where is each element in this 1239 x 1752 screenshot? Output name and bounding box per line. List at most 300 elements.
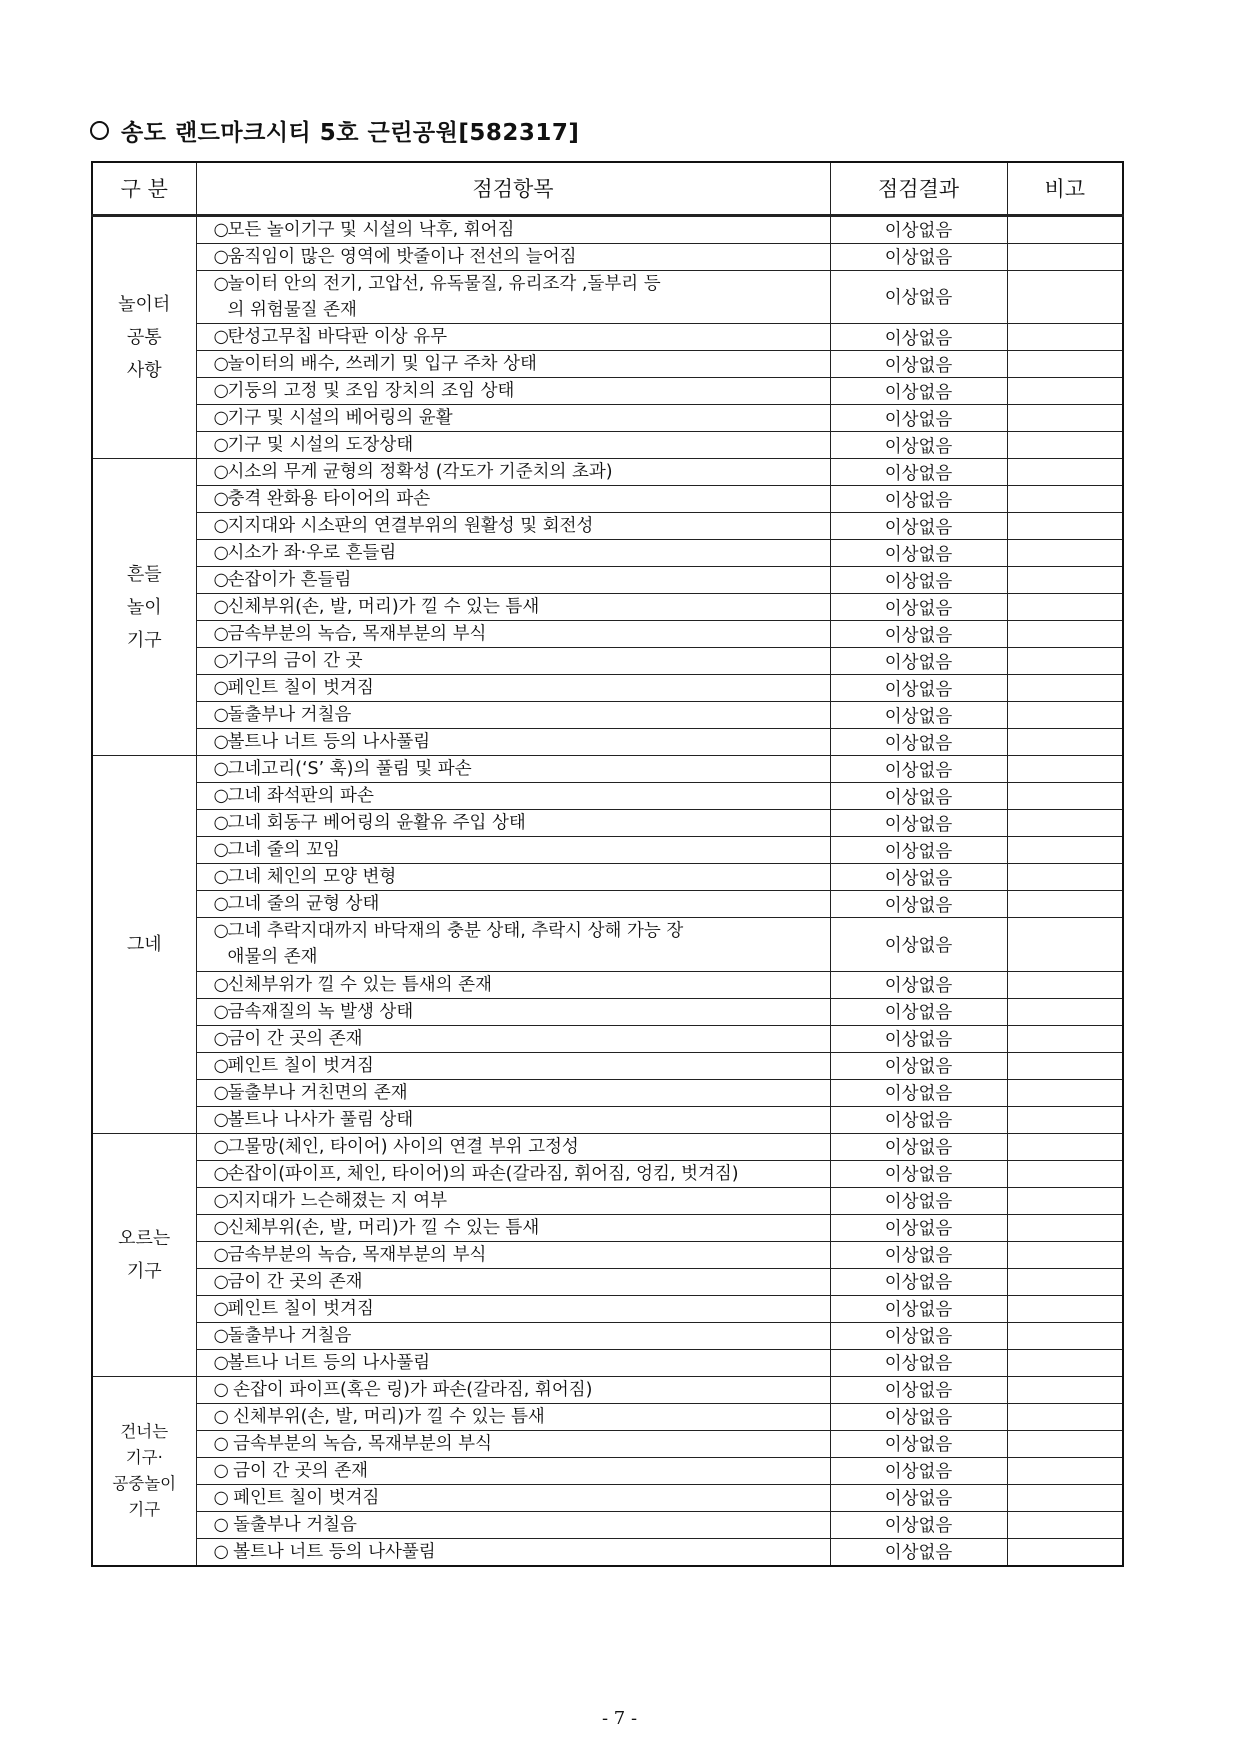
result-cell: 이상없음 [830, 1349, 1007, 1376]
item-bullet: ○ [213, 786, 229, 807]
check-item-cell [196, 1484, 830, 1511]
category-line: 기구 [128, 1499, 161, 1519]
inspection-table [91, 161, 1124, 1567]
result-cell: 이상없음 [830, 378, 1007, 405]
item-bullet: ○ [213, 1325, 229, 1346]
header-result: 점검결과 [830, 162, 1007, 215]
item-bullet: ○ [213, 489, 229, 510]
note-cell [1007, 648, 1123, 675]
item-text: 손잡이(파이프, 체인, 타이어)의 파손(갈라짐, 휘어짐, 엉킴, 벗겨짐) [227, 1163, 739, 1184]
item-text: 볼트나 너트 등의 나사풀림 [227, 732, 431, 753]
note-cell [1007, 1052, 1123, 1079]
table-row [92, 648, 1123, 675]
category-line: 기구 [126, 1260, 162, 1282]
note-cell [1007, 810, 1123, 837]
table-row [92, 756, 1123, 783]
result-cell: 이상없음 [830, 648, 1007, 675]
item-text: 금속부분의 녹슴, 목재부분의 부식 [227, 624, 487, 645]
check-item-cell [196, 1106, 830, 1133]
note-cell [1007, 243, 1123, 270]
table-row [92, 783, 1123, 810]
item-text: 페인트 칠이 벗겨짐 [227, 678, 374, 699]
item-bullet: ○ [213, 273, 229, 294]
result-cell: 이상없음 [830, 1295, 1007, 1322]
check-item-cell [196, 998, 830, 1025]
item-bullet: ○ [213, 1109, 229, 1130]
note-cell [1007, 837, 1123, 864]
item-text: 그네고리(‘S’ 훅)의 풀림 및 파손 [227, 759, 472, 780]
table-row [92, 729, 1123, 756]
item-bullet: ○ [213, 1271, 229, 1292]
item-bullet: ○ [213, 813, 229, 834]
item-text: 그네 줄의 꼬임 [227, 840, 341, 861]
table-row [92, 1214, 1123, 1241]
item-bullet: ○ [213, 732, 229, 753]
result-cell: 이상없음 [830, 810, 1007, 837]
item-bullet: ○ [213, 1298, 229, 1319]
note-cell [1007, 270, 1123, 324]
table-row [92, 1322, 1123, 1349]
table-row [92, 1349, 1123, 1376]
table-row [92, 1052, 1123, 1079]
item-bullet: ○ [213, 435, 229, 456]
result-cell: 이상없음 [830, 702, 1007, 729]
item-bullet: ○ [213, 867, 229, 888]
category-line: 사항 [126, 359, 162, 381]
check-item-cell [196, 783, 830, 810]
item-text: 모든 놀이기구 및 시설의 낙후, 휘어짐 [227, 219, 515, 240]
check-item-cell [196, 837, 830, 864]
table-row [92, 486, 1123, 513]
check-item-cell [196, 1511, 830, 1538]
category-line: 공중놀이 [112, 1473, 177, 1493]
category-line: 공통 [126, 326, 162, 348]
check-item-cell [196, 648, 830, 675]
check-item-cell [196, 1268, 830, 1295]
result-cell: 이상없음 [830, 1052, 1007, 1079]
item-text: 그네 체인의 모양 변형 [227, 867, 397, 888]
result-cell: 이상없음 [830, 215, 1007, 243]
category-line: 놀이 [126, 596, 162, 618]
result-cell: 이상없음 [830, 486, 1007, 513]
item-bullet: ○ [213, 974, 229, 995]
table-row [92, 702, 1123, 729]
check-item-cell [196, 594, 830, 621]
check-item-cell [196, 1538, 830, 1566]
item-bullet: ○ [213, 1433, 229, 1454]
table-row [92, 1025, 1123, 1052]
check-item-cell [196, 702, 830, 729]
table-row [92, 1538, 1123, 1566]
note-cell [1007, 675, 1123, 702]
item-text-continued: 의 위험물질 존재 [227, 299, 357, 320]
note-cell [1007, 378, 1123, 405]
item-bullet: ○ [213, 1136, 229, 1157]
check-item-cell [196, 675, 830, 702]
item-text: 페인트 칠이 벗겨짐 [227, 1487, 380, 1508]
item-text: 금이 간 곳의 존재 [227, 1271, 363, 1292]
note-cell [1007, 971, 1123, 998]
result-cell: 이상없음 [830, 1484, 1007, 1511]
table-row [92, 1241, 1123, 1268]
table-header-row [92, 162, 1123, 215]
note-cell [1007, 1295, 1123, 1322]
check-item-cell [196, 513, 830, 540]
check-item-cell [196, 729, 830, 756]
check-item-cell [196, 540, 830, 567]
table-row [92, 1484, 1123, 1511]
check-item-cell [196, 891, 830, 918]
item-bullet: ○ [213, 1190, 229, 1211]
table-row [92, 1106, 1123, 1133]
note-cell [1007, 594, 1123, 621]
item-text: 기구의 금이 간 곳 [227, 651, 363, 672]
item-bullet: ○ [213, 354, 229, 375]
category-line: 그네 [126, 933, 162, 955]
item-bullet: ○ [213, 624, 229, 645]
item-text: 그네 회동구 베어링의 윤활유 주입 상태 [227, 813, 526, 834]
item-text: 시소가 좌·우로 흔들림 [227, 543, 397, 564]
note-cell [1007, 1538, 1123, 1566]
result-cell: 이상없음 [830, 1511, 1007, 1538]
item-bullet: ○ [213, 597, 229, 618]
note-cell [1007, 1457, 1123, 1484]
note-cell [1007, 1322, 1123, 1349]
table-row [92, 459, 1123, 486]
result-cell: 이상없음 [830, 459, 1007, 486]
note-cell [1007, 540, 1123, 567]
check-item-cell [196, 243, 830, 270]
note-cell [1007, 891, 1123, 918]
check-item-cell [196, 378, 830, 405]
item-text: 금속재질의 녹 발생 상태 [227, 1001, 414, 1022]
result-cell: 이상없음 [830, 864, 1007, 891]
check-item-cell [196, 756, 830, 783]
check-item-cell [196, 432, 830, 459]
category-line: 건너는 [120, 1421, 169, 1441]
item-text: 돌출부나 거친면의 존재 [227, 1082, 408, 1103]
note-cell [1007, 1376, 1123, 1403]
table-row [92, 594, 1123, 621]
item-text: 움직임이 많은 영역에 밧줄이나 전선의 늘어짐 [227, 246, 577, 267]
category-line: 흔들 [126, 563, 162, 585]
check-item-cell [196, 1376, 830, 1403]
result-cell: 이상없음 [830, 1025, 1007, 1052]
result-cell: 이상없음 [830, 1457, 1007, 1484]
table-row [92, 1376, 1123, 1403]
check-item-cell [196, 270, 830, 324]
note-cell [1007, 486, 1123, 513]
result-cell: 이상없음 [830, 1214, 1007, 1241]
table-row [92, 864, 1123, 891]
item-bullet: ○ [213, 1244, 229, 1265]
item-bullet: ○ [213, 1541, 229, 1562]
check-item-cell [196, 351, 830, 378]
page-title-text: 송도 랜드마크시티 5호 근린공원[582317] [121, 120, 580, 146]
table-row [92, 1457, 1123, 1484]
result-cell: 이상없음 [830, 540, 1007, 567]
table-row [92, 243, 1123, 270]
item-bullet: ○ [213, 1163, 229, 1184]
note-cell [1007, 1268, 1123, 1295]
result-cell: 이상없음 [830, 675, 1007, 702]
item-text: 신체부위가 낄 수 있는 틈새의 존재 [227, 974, 492, 995]
result-cell: 이상없음 [830, 729, 1007, 756]
category-line: 놀이터 [118, 293, 171, 315]
category-cell [92, 459, 196, 756]
item-text: 기구 및 시설의 도장상태 [227, 435, 414, 456]
note-cell [1007, 351, 1123, 378]
item-bullet: ○ [213, 246, 229, 267]
category-cell [92, 1376, 196, 1566]
result-cell: 이상없음 [830, 1106, 1007, 1133]
result-cell: 이상없음 [830, 1403, 1007, 1430]
item-bullet: ○ [213, 462, 229, 483]
table-row [92, 810, 1123, 837]
check-item-cell [196, 621, 830, 648]
item-text: 지지대가 느슨해졌는 지 여부 [227, 1190, 448, 1211]
category-cell [92, 215, 196, 459]
result-cell: 이상없음 [830, 594, 1007, 621]
item-text: 손잡이가 흔들림 [227, 570, 352, 591]
note-cell [1007, 864, 1123, 891]
item-bullet: ○ [213, 651, 229, 672]
note-cell [1007, 1484, 1123, 1511]
item-text: 시소의 무게 균형의 정확성 (각도가 기준치의 초과) [227, 462, 613, 483]
item-text: 기둥의 고정 및 조임 장치의 조임 상태 [227, 381, 515, 402]
item-bullet: ○ [213, 381, 229, 402]
result-cell: 이상없음 [830, 971, 1007, 998]
item-text: 손잡이 파이프(혹은 링)가 파손(갈라짐, 휘어짐) [227, 1379, 593, 1400]
item-text: 금속부분의 녹슴, 목재부분의 부식 [227, 1244, 487, 1265]
note-cell [1007, 1187, 1123, 1214]
note-cell [1007, 1349, 1123, 1376]
item-text: 놀이터 안의 전기, 고압선, 유독물질, 유리조각 ,돌부리 등 [227, 273, 661, 294]
result-cell: 이상없음 [830, 270, 1007, 324]
item-text: 볼트나 너트 등의 나사풀림 [227, 1352, 431, 1373]
check-item-cell [196, 324, 830, 351]
item-text: 신체부위(손, 발, 머리)가 낄 수 있는 틈새 [227, 1217, 540, 1238]
table-row [92, 1133, 1123, 1160]
result-cell: 이상없음 [830, 891, 1007, 918]
result-cell: 이상없음 [830, 783, 1007, 810]
category-line: 기구· [125, 1447, 163, 1467]
note-cell [1007, 702, 1123, 729]
note-cell [1007, 1160, 1123, 1187]
header-category: 구 분 [92, 162, 196, 215]
check-item-cell [196, 810, 830, 837]
result-cell: 이상없음 [830, 621, 1007, 648]
note-cell [1007, 783, 1123, 810]
result-cell: 이상없음 [830, 1133, 1007, 1160]
item-text: 기구 및 시설의 베어링의 윤활 [227, 408, 453, 429]
item-bullet: ○ [213, 840, 229, 861]
table-row [92, 1295, 1123, 1322]
table-row [92, 270, 1123, 324]
table-row [92, 1268, 1123, 1295]
note-cell [1007, 1430, 1123, 1457]
result-cell: 이상없음 [830, 432, 1007, 459]
table-row [92, 513, 1123, 540]
result-cell: 이상없음 [830, 756, 1007, 783]
table-row [92, 621, 1123, 648]
result-cell: 이상없음 [830, 567, 1007, 594]
check-item-cell [196, 1214, 830, 1241]
item-bullet: ○ [213, 1217, 229, 1238]
note-cell [1007, 1241, 1123, 1268]
item-bullet: ○ [213, 1406, 229, 1427]
item-text: 돌출부나 거칠음 [227, 1325, 352, 1346]
note-cell [1007, 1025, 1123, 1052]
item-text: 신체부위(손, 발, 머리)가 낄 수 있는 틈새 [227, 1406, 545, 1427]
item-text: 볼트나 나사가 풀림 상태 [227, 1109, 414, 1130]
result-cell: 이상없음 [830, 998, 1007, 1025]
result-cell: 이상없음 [830, 243, 1007, 270]
check-item-cell [196, 405, 830, 432]
result-cell: 이상없음 [830, 1376, 1007, 1403]
item-text: 신체부위(손, 발, 머리)가 낄 수 있는 틈새 [227, 597, 540, 618]
check-item-cell [196, 864, 830, 891]
table-row [92, 1403, 1123, 1430]
table-row [92, 891, 1123, 918]
table-row [92, 1079, 1123, 1106]
item-text: 페인트 칠이 벗겨짐 [227, 1298, 374, 1319]
check-item-cell [196, 567, 830, 594]
check-item-cell [196, 1025, 830, 1052]
item-bullet: ○ [213, 327, 229, 348]
table-row [92, 215, 1123, 243]
item-bullet: ○ [213, 1082, 229, 1103]
item-bullet: ○ [213, 759, 229, 780]
header-note: 비고 [1007, 162, 1123, 215]
item-bullet: ○ [213, 1514, 229, 1535]
item-text: 금속부분의 녹슴, 목재부분의 부식 [227, 1433, 492, 1454]
check-item-cell [196, 1187, 830, 1214]
note-cell [1007, 459, 1123, 486]
item-text: 볼트나 너트 등의 나사풀림 [227, 1541, 436, 1562]
table-row [92, 567, 1123, 594]
check-item-cell [196, 486, 830, 513]
result-cell: 이상없음 [830, 1538, 1007, 1566]
table-row [92, 1511, 1123, 1538]
item-bullet: ○ [213, 408, 229, 429]
check-item-cell [196, 1457, 830, 1484]
item-bullet: ○ [213, 894, 229, 915]
header-item: 점검항목 [196, 162, 830, 215]
item-text: 그물망(체인, 타이어) 사이의 연결 부위 고정성 [227, 1136, 579, 1157]
note-cell [1007, 513, 1123, 540]
page-number: - 7 - [601, 1708, 638, 1729]
note-cell [1007, 1511, 1123, 1538]
item-bullet: ○ [213, 921, 229, 942]
item-text: 지지대와 시소판의 연결부위의 원활성 및 회전성 [227, 516, 594, 537]
item-bullet: ○ [213, 1028, 229, 1049]
table-row [92, 351, 1123, 378]
item-text: 금이 간 곳의 존재 [227, 1460, 369, 1481]
result-cell: 이상없음 [830, 1268, 1007, 1295]
category-cell [92, 1133, 196, 1376]
note-cell [1007, 324, 1123, 351]
result-cell: 이상없음 [830, 513, 1007, 540]
table-row [92, 405, 1123, 432]
result-cell: 이상없음 [830, 918, 1007, 972]
check-item-cell [196, 918, 830, 972]
note-cell [1007, 998, 1123, 1025]
item-text: 그네 좌석판의 파손 [227, 786, 374, 807]
item-bullet: ○ [213, 1379, 229, 1400]
category-line: 기구 [126, 629, 162, 651]
check-item-cell [196, 1160, 830, 1187]
item-text: 그네 줄의 균형 상태 [227, 894, 380, 915]
check-item-cell [196, 459, 830, 486]
table-row [92, 675, 1123, 702]
result-cell: 이상없음 [830, 1430, 1007, 1457]
note-cell [1007, 918, 1123, 972]
note-cell [1007, 432, 1123, 459]
table-row [92, 432, 1123, 459]
item-text: 탄성고무칩 바닥판 이상 유무 [227, 327, 448, 348]
item-text: 돌출부나 거칠음 [227, 705, 352, 726]
table-row [92, 918, 1123, 972]
check-item-cell [196, 971, 830, 998]
item-bullet: ○ [213, 1001, 229, 1022]
note-cell [1007, 756, 1123, 783]
table-body [92, 215, 1123, 1566]
item-bullet: ○ [213, 1055, 229, 1076]
table-row [92, 1160, 1123, 1187]
table-row [92, 378, 1123, 405]
result-cell: 이상없음 [830, 1160, 1007, 1187]
result-cell: 이상없음 [830, 1187, 1007, 1214]
table-row [92, 998, 1123, 1025]
result-cell: 이상없음 [830, 837, 1007, 864]
note-cell [1007, 1079, 1123, 1106]
note-cell [1007, 405, 1123, 432]
check-item-cell [196, 1079, 830, 1106]
item-text: 돌출부나 거칠음 [227, 1514, 357, 1535]
item-text: 충격 완화용 타이어의 파손 [227, 489, 431, 510]
note-cell [1007, 1403, 1123, 1430]
item-bullet: ○ [213, 705, 229, 726]
result-cell: 이상없음 [830, 1241, 1007, 1268]
result-cell: 이상없음 [830, 1079, 1007, 1106]
item-text: 그네 추락지대까지 바닥재의 충분 상태, 추락시 상해 가능 장 [227, 921, 684, 942]
category-cell [92, 756, 196, 1134]
item-bullet: ○ [213, 1352, 229, 1373]
note-cell [1007, 1214, 1123, 1241]
table-row [92, 837, 1123, 864]
check-item-cell [196, 1295, 830, 1322]
result-cell: 이상없음 [830, 405, 1007, 432]
item-text: 페인트 칠이 벗겨짐 [227, 1055, 374, 1076]
check-item-cell [196, 1349, 830, 1376]
table-row [92, 540, 1123, 567]
page-title [90, 114, 579, 147]
item-bullet: ○ [213, 1460, 229, 1481]
table-row [92, 1187, 1123, 1214]
note-cell [1007, 1106, 1123, 1133]
result-cell: 이상없음 [830, 1322, 1007, 1349]
note-cell [1007, 215, 1123, 243]
note-cell [1007, 729, 1123, 756]
note-cell [1007, 567, 1123, 594]
result-cell: 이상없음 [830, 351, 1007, 378]
check-item-cell [196, 1241, 830, 1268]
item-bullet: ○ [213, 1487, 229, 1508]
result-cell: 이상없음 [830, 324, 1007, 351]
category-line: 오르는 [118, 1227, 171, 1249]
check-item-cell [196, 1430, 830, 1457]
